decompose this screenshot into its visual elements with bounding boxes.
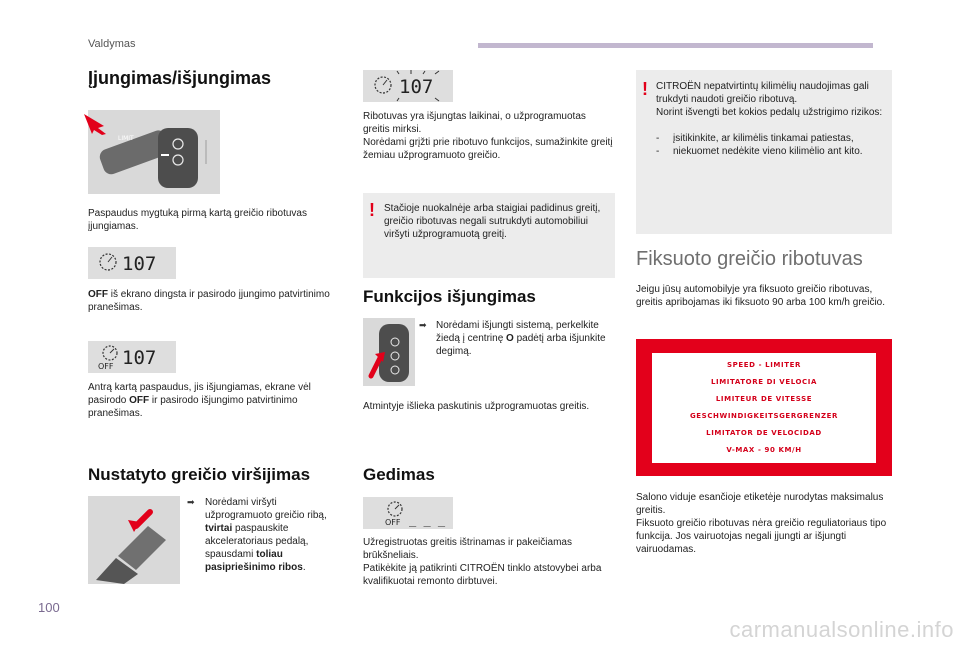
- warning-text-mats: CITROËN nepatvirtintų kilimėlių naudojimas gali trukdyti naudoti greičio ribotuvą.: [656, 81, 869, 105]
- paragraph-sticker-info: Salono viduje esančioje etiketėje nurodytas maksimalus greitis.: [636, 492, 884, 516]
- paragraph-limiter-suspended: Ribotuvas yra išjungtas laikinai, o užprogramuotas greitis mirksi.: [363, 111, 586, 135]
- warning-item-1: įsitikinkite, ar kilimėlis tinkamai patiestas,: [673, 133, 854, 144]
- sticker-line: GESCHWINDIGKEITSGERGRENZER: [689, 412, 839, 420]
- section-title-disable: Funkcijos išjungimas: [363, 287, 536, 306]
- display-speed-value: 107: [122, 347, 157, 369]
- display-off-label: OFF: [98, 362, 114, 371]
- warning-box-mats: [636, 70, 892, 234]
- stalk-label: LIMIT: [118, 135, 134, 142]
- section-title-on-off: Įjungimas/išjungimas: [88, 68, 272, 88]
- warning-box-downhill: [363, 193, 615, 278]
- warning-text-risk: Norint išvengti bet kokios pedalų užstrigimo rizikos:: [656, 107, 883, 118]
- warning-exclamation-icon: !: [642, 79, 648, 99]
- paragraph-press-first: Paspaudus mygtuką pirmą kartą greičio ribotuvas įjungiamas.: [88, 208, 307, 232]
- bullet-arrow-icon: ➡: [419, 320, 427, 330]
- paragraph-disable-instruction: Norėdami išjungti sistemą, perkelkite žiedą į centrinę O padėtį arba išjunkite degimą.: [436, 320, 606, 357]
- warning-exclamation-icon: !: [369, 200, 375, 220]
- speedometer-limit-icon: [375, 77, 391, 93]
- section-header: Valdymas: [88, 38, 136, 50]
- display-off-label: OFF: [385, 518, 401, 527]
- paragraph-second-press: Antrą kartą paspaudus, jis išjungiamas, ekrane vėl pasirodo OFF ir pasirodo išjungimo patvirtinimo pranešimas.: [88, 382, 311, 419]
- display-fault: [363, 497, 453, 529]
- display-speed-value: 107: [122, 253, 157, 275]
- display-speed-value: 107: [399, 76, 434, 98]
- sticker-line: V-MAX - 90 KM/H: [726, 446, 802, 454]
- speed-limiter-sticker: [636, 339, 892, 476]
- header-bar: [478, 43, 873, 48]
- paragraph-speed-erased: Užregistruotas greitis ištrinamas ir pakeičiamas brūkšneliais.: [363, 537, 572, 561]
- paragraph-memory-retained: Atmintyje išlieka paskutinis užprogramuotas greitis.: [363, 401, 590, 412]
- stalk-ring-illustration: [363, 318, 415, 386]
- watermark: carmanualsonline.info: [729, 617, 954, 642]
- display-dashes: _ _ _: [409, 513, 446, 527]
- paragraph-overspeed-instruction: Norėdami viršyti užprogramuoto greičio ribą, tvirtai paspauskite akceleratoriaus pedalą, spausdami toliau pasipriešinimo ribos.: [205, 497, 327, 573]
- warning-text-downhill: Stačioje nuokalnėje arba staigiai padidinus greitį, greičio ribotuvas negali sutrukdyti automobiliui viršyti užprogramuotą greitį.: [384, 203, 601, 240]
- section-title-overspeed: Nustatyto greičio viršijimas: [88, 465, 311, 484]
- display-limit-on: [88, 247, 176, 279]
- paragraph-not-cruise-control: Fiksuoto greičio ribotuvas nėra greičio reguliatoriaus tipo funkcija. Jos vairuotojas negali įjungti ar išjungti vairuodamas.: [636, 518, 887, 555]
- warning-item-2: niekuomet nedėkite vieno kilimėlio ant kito.: [673, 146, 863, 157]
- sticker-line: LIMITEUR DE VITESSE: [715, 395, 813, 403]
- page-number: 100: [38, 600, 60, 615]
- paragraph-off-disappears: OFF iš ekrano dingsta ir pasirodo įjungimo patvirtinimo pranešimas.: [88, 289, 330, 313]
- sticker-line: LIMITATOR DE VELOCIDAD: [706, 429, 822, 437]
- bullet-arrow-icon: ➡: [187, 497, 195, 507]
- list-dash: -: [656, 133, 660, 144]
- sticker-line: SPEED - LIMITER: [727, 361, 801, 369]
- display-limit-off: [88, 341, 176, 373]
- section-title-fault: Gedimas: [363, 465, 435, 484]
- paragraph-fixed-limiter: Jeigu jūsų automobilyje yra fiksuoto greičio ribotuvas, greitis apribojamas iki fiksuoto 90 arba 100 km/h greičio.: [636, 284, 886, 308]
- display-limit-blinking: [363, 70, 453, 102]
- speedometer-limit-icon: [103, 346, 117, 360]
- speedometer-limit-icon: [388, 502, 402, 516]
- section-title-fixed-limiter: Fiksuoto greičio ribotuvas: [636, 248, 863, 270]
- list-dash: -: [656, 146, 660, 157]
- speedometer-limit-icon: [100, 254, 116, 270]
- pedal-illustration: [88, 496, 180, 584]
- red-arrow-icon: [82, 112, 110, 141]
- paragraph-return-to-limiter: Norėdami grįžti prie ribotuvo funkcijos, sumažinkite greitį žemiau užprogramuoto greičio.: [363, 137, 613, 161]
- sticker-line: LIMITATORE DI VELOCIA: [710, 378, 818, 386]
- paragraph-contact-dealer: Patikėkite ją patikrinti CITROËN tinklo atstovybei arba kvalifikuotai remonto dirbtuvei.: [363, 563, 602, 587]
- sticker-inner: [652, 353, 876, 463]
